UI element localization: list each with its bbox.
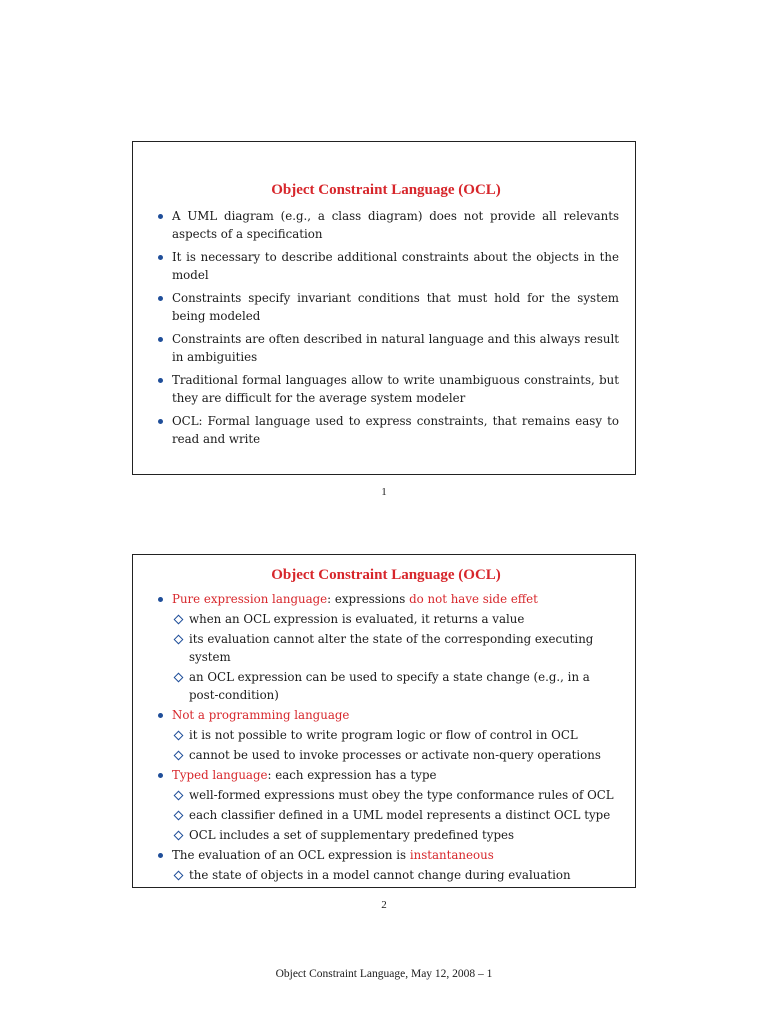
- diamond-bullet-icon: [174, 731, 184, 741]
- bullet-dot-icon: [158, 296, 163, 301]
- sub-list: [172, 610, 619, 704]
- slide-2-bullet-list: [153, 590, 619, 884]
- highlight-text: Typed language: [172, 768, 268, 782]
- highlight-text: instantaneous: [409, 848, 494, 862]
- sub-item: cannot be used to invoke processes or activate non-query operations: [172, 746, 619, 764]
- bullet-dot-icon: [158, 597, 163, 602]
- sub-item: an OCL expression can be used to specify a state change (e.g., in a post-condition): [172, 668, 619, 704]
- bullet-item: [153, 706, 619, 764]
- diamond-bullet-icon: [174, 831, 184, 841]
- sub-item: the state of objects in a model cannot change during evaluation: [172, 866, 619, 884]
- bullet-item: Pure expression language: expressions do not have side effet when an OCL expression is evaluated, it returns a value its evaluation cannot alter the state of the corresponding executing system an OCL expression can be used to specify a state change (e.g., in a post-condition): [153, 590, 619, 704]
- sub-item: each classifier defined in a UML model represents a distinct OCL type: [172, 806, 619, 824]
- slide-1-title: Object Constraint Language (OCL): [271, 182, 501, 198]
- diamond-bullet-icon: [174, 791, 184, 801]
- bullet-item: Typed language: each expression has a type well-formed expressions must obey the type conformance rules of OCL each classifier defined in a UML model represents a distinct OCL type OCL includes a set of supplementary predefined types: [153, 766, 619, 844]
- sub-item: well-formed expressions must obey the type conformance rules of OCL: [172, 786, 619, 804]
- sub-item: it is not possible to write program logic or flow of control in OCL: [172, 726, 619, 744]
- diamond-bullet-icon: [174, 673, 184, 683]
- slide-1: [132, 141, 636, 475]
- slide-1-bullet-list: [153, 207, 619, 448]
- diamond-bullet-icon: [174, 811, 184, 821]
- page-footer: Object Constraint Language, May 12, 2008 – 1: [275, 968, 493, 980]
- highlight-text: Not a programming language: [172, 708, 350, 722]
- sub-item: OCL includes a set of supplementary predefined types: [172, 826, 619, 844]
- bullet-item: It is necessary to describe additional constraints about the objects in the model: [153, 248, 619, 284]
- bullet-dot-icon: [158, 255, 163, 260]
- bullet-dot-icon: [158, 853, 163, 858]
- sub-list: [172, 786, 619, 844]
- bullet-dot-icon: [158, 378, 163, 383]
- bullet-dot-icon: [158, 337, 163, 342]
- diamond-bullet-icon: [174, 871, 184, 881]
- sub-list: [172, 726, 619, 764]
- slide-1-page-number: 1: [381, 486, 387, 498]
- bullet-dot-icon: [158, 713, 163, 718]
- bullet-item: The evaluation of an OCL expression is instantaneous the state of objects in a model cannot change during evaluation: [153, 846, 619, 884]
- sub-list: [172, 866, 619, 884]
- sub-item: its evaluation cannot alter the state of the corresponding executing system: [172, 630, 619, 666]
- bullet-dot-icon: [158, 419, 163, 424]
- diamond-bullet-icon: [174, 635, 184, 645]
- bullet-item: Traditional formal languages allow to write unambiguous constraints, but they are difficult for the average system modeler: [153, 371, 619, 407]
- highlight-text: Pure expression language: [172, 592, 328, 606]
- diamond-bullet-icon: [174, 751, 184, 761]
- slide-2-page-number: 2: [381, 899, 387, 911]
- bullet-item: A UML diagram (e.g., a class diagram) does not provide all relevants aspects of a specification: [153, 207, 619, 243]
- bullet-item: OCL: Formal language used to express constraints, that remains easy to read and write: [153, 412, 619, 448]
- highlight-text: do not have side effet: [409, 592, 538, 606]
- sub-item: when an OCL expression is evaluated, it returns a value: [172, 610, 619, 628]
- diamond-bullet-icon: [174, 615, 184, 625]
- bullet-dot-icon: [158, 773, 163, 778]
- bullet-dot-icon: [158, 214, 163, 219]
- bullet-item: Constraints specify invariant conditions that must hold for the system being modeled: [153, 289, 619, 325]
- slide-2: [132, 554, 636, 888]
- bullet-item: Constraints are often described in natural language and this always result in ambiguities: [153, 330, 619, 366]
- slide-2-title: Object Constraint Language (OCL): [271, 567, 501, 583]
